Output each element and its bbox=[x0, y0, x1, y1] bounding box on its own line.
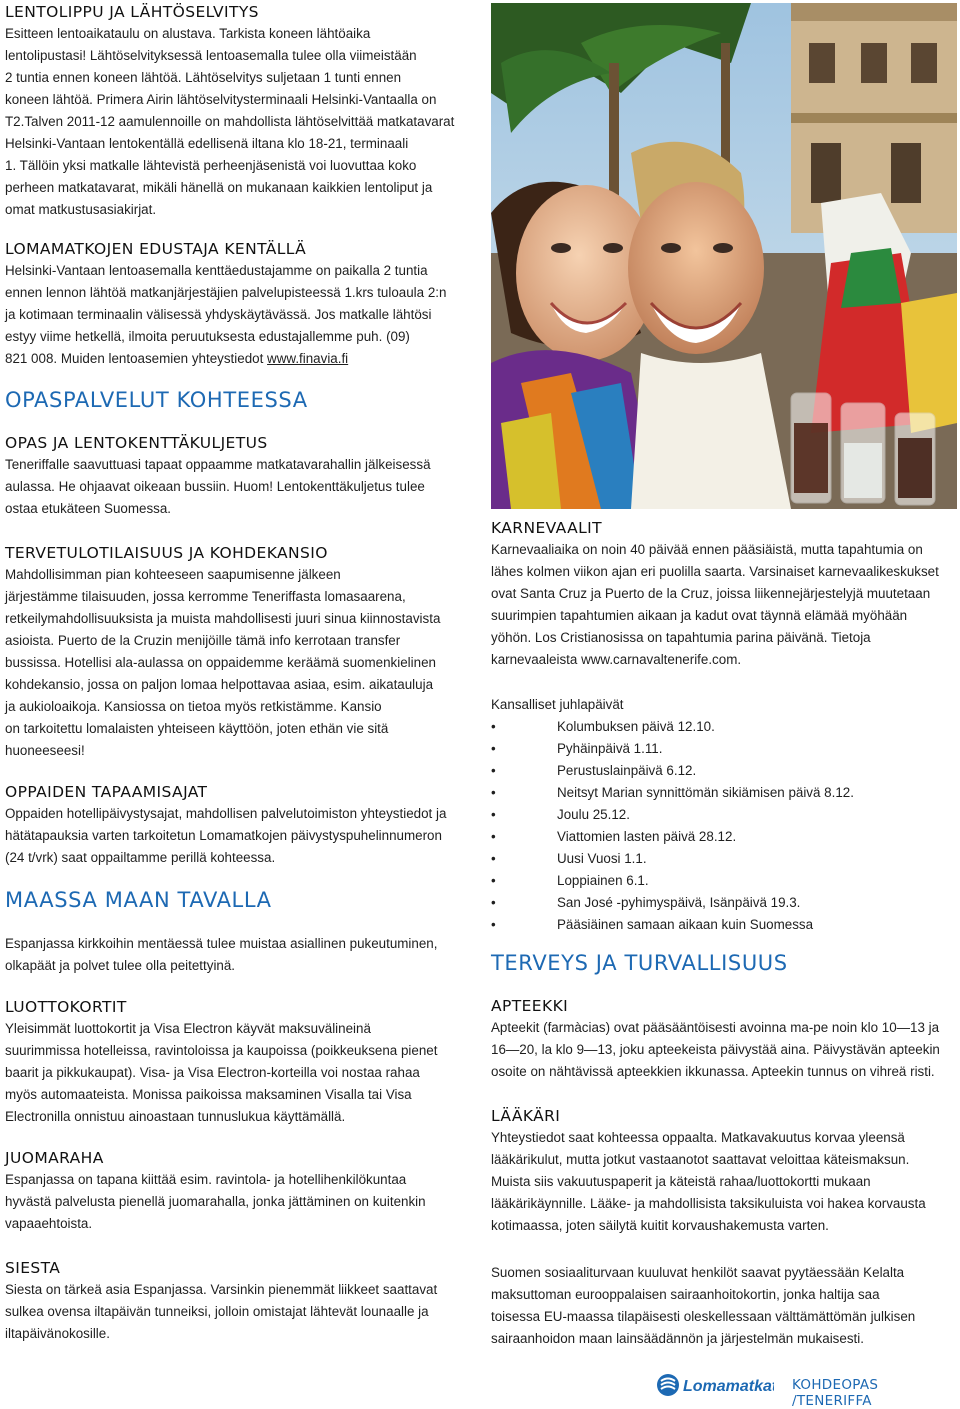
holiday-label: Joulu 25.12. bbox=[557, 807, 630, 822]
body-siesta: Siesta on tärkeä asia Espanjassa. Varsinkin pienemmät liikkeet saattavat sulkea ovensa iltapäivän tunneiksi, jolloin omistajat lähtevät lounaalle ja iltapäivänokosille. bbox=[5, 1282, 438, 1341]
holiday-item bbox=[491, 892, 957, 914]
holiday-item bbox=[491, 760, 957, 782]
body-edustaja bbox=[5, 260, 481, 370]
bullet-icon: • bbox=[491, 873, 496, 888]
body-tapaamisajat: Oppaiden hotellipäivystysajat, mahdollisen palvelutoimiston yhteystiedot ja hätätapauksia varten tarkoitetun Lomamatkojen päivystyspuhelinnumeron (24 t/vrk) saat oppailtamme perillä kohteessa. bbox=[5, 806, 447, 865]
body-sosiaaliturva: Suomen sosiaaliturvaan kuuluvat henkilöt saavat pyytäessään Kelalta maksuttoman eurooppalaisen sairaanhoitokortin, jonka haltija saa toisessa EU-maassa tilapäisesti oleskellessaan välttämättömän julkisen sairaanhoidon maan lainsäädännön ja järjestelmän mukaisesti. bbox=[491, 1265, 916, 1346]
holiday-item bbox=[491, 914, 957, 936]
body-laakari: Yhteystiedot saat kohteessa oppaalta. Matkavakuutus korvaa yleensä lääkärikulut, mutta jotkut vastaanotot saattavat veloittaa käteismaksun. Muista siis vakuutuspaperit ja käteistä rahaa/luottokortti mukaan lääkärikäynnille. Lääke- ja mahdollisista taksikuluista voi hakea korvausta kotimaassa, joten säilytä kuitit korvaushakemusta varten. bbox=[491, 1130, 926, 1233]
holiday-item bbox=[491, 716, 957, 738]
section-edustaja bbox=[5, 239, 481, 370]
heading-juomaraha: JUOMARAHA bbox=[5, 1149, 104, 1167]
holiday-list bbox=[491, 716, 957, 936]
section-karnevaalit bbox=[491, 518, 957, 671]
logo-text: Lomamatkat bbox=[683, 1378, 774, 1395]
section-maassa-body bbox=[5, 933, 481, 977]
body-edustaja-text: Helsinki-Vantaan lentoasemalla kenttäedustajamme on paikalla 2 tuntia ennen lennon lähtöä matkanjärjestäjien palvelupisteessä 1.krs tuloaula 2:n ja kotimaan terminaalin välisessä yhdyskäytävässä. Jos matkalle lähtösi estyy viime hetkellä, ilmoita peruutuksesta edustajallemme puh. (09) 821 008. Muiden lentoasemien yhteystiedot bbox=[5, 263, 447, 366]
carnival-photo bbox=[491, 3, 957, 509]
holiday-label: Kolumbuksen päivä 12.10. bbox=[557, 719, 715, 734]
holiday-item bbox=[491, 804, 957, 826]
body-juomaraha: Espanjassa on tapana kiittää esim. ravintola- ja hotellihenkilökuntaa hyvästä palvelusta pienellä juomarahalla, jonka jättäminen on kuitenkin vapaaehtoista. bbox=[5, 1172, 426, 1231]
holiday-item bbox=[491, 870, 957, 892]
holiday-label: Neitsyt Marian synnittömän sikiämisen päivä 8.12. bbox=[557, 785, 854, 800]
heading-tapaamisajat: OPPAIDEN TAPAAMISAJAT bbox=[5, 783, 208, 801]
title-opaspalvelut: OPASPALVELUT KOHTEESSA bbox=[5, 388, 308, 412]
heading-karnevaalit: KARNEVAALIT bbox=[491, 519, 602, 537]
bullet-icon: • bbox=[491, 895, 496, 910]
section-maassa bbox=[5, 886, 481, 914]
body-luottokortit: Yleisimmät luottokortit ja Visa Electron käyvät maksuvälineinä suurimmissa hotelleissa, ravintoloissa ja kaupoissa (poikkeuksena pienet baarit ja pikkukaupat). Visa- ja Visa Electron-korteilla voi nostaa rahaa myös automaateista. Monissa paikoissa maksaminen Visalla tai Visa Electronilla onnistuu ainoastaan tunnuslukua käyttämällä. bbox=[5, 1021, 438, 1124]
section-sosiaaliturva bbox=[491, 1262, 957, 1350]
bullet-icon: • bbox=[491, 741, 496, 756]
holiday-label: Pyhäinpäivä 1.11. bbox=[557, 741, 663, 756]
body-maassa: Espanjassa kirkkoihin mentäessä tulee muistaa asiallinen pukeutuminen, olkapäät ja polvet tulee olla peitettyinä. bbox=[5, 936, 438, 973]
section-opaspalvelut bbox=[5, 386, 481, 414]
heading-lentolippu: LENTOLIPPU JA LÄHTÖSELVITYS bbox=[5, 3, 259, 21]
holiday-item bbox=[491, 848, 957, 870]
holiday-label: Uusi Vuosi 1.1. bbox=[557, 851, 647, 866]
holiday-item bbox=[491, 826, 957, 848]
section-juhlapaivat bbox=[491, 694, 957, 936]
heading-siesta: SIESTA bbox=[5, 1259, 61, 1277]
bullet-icon: • bbox=[491, 763, 496, 778]
holiday-item bbox=[491, 738, 957, 760]
section-apteekki bbox=[491, 996, 957, 1083]
holiday-label: San José -pyhimyspäivä, Isänpäivä 19.3. bbox=[557, 895, 801, 910]
heading-laakari: LÄÄKÄRI bbox=[491, 1107, 561, 1125]
body-apteekki: Apteekit (farmàcias) ovat pääsääntöisesti avoinna ma-pe noin klo 10—13 ja 16—20, la klo 9—13, joku apteekeista päivystää aina. Päivystävän apteekin osoite on nähtävissä apteekkien ikkunassa. Apteekin tunnus on vihreä risti. bbox=[491, 1020, 940, 1079]
heading-edustaja: LOMAMATKOJEN EDUSTAJA KENTÄLLÄ bbox=[5, 240, 307, 258]
heading-opas: OPAS JA LENTOKENTTÄKULJETUS bbox=[5, 434, 268, 452]
body-opas: Teneriffalle saavuttuasi tapaat oppaamme matkatavarahallin jälkeisessä aulassa. He ohjaavat oikeaan bussiin. Huom! Lentokenttäkuljetus tulee ostaa etukäteen Suomessa. bbox=[5, 457, 431, 516]
footer-guide-label: KOHDEOPAS /TENERIFFA bbox=[792, 1377, 879, 1409]
bullet-icon: • bbox=[491, 807, 496, 822]
bullet-icon: • bbox=[491, 917, 496, 932]
section-siesta bbox=[5, 1258, 481, 1345]
section-opas bbox=[5, 433, 481, 520]
section-juomaraha bbox=[5, 1148, 481, 1235]
holiday-label: Loppiainen 6.1. bbox=[557, 873, 649, 888]
holiday-label: Pääsiäinen samaan aikaan kuin Suomessa bbox=[557, 917, 814, 932]
bullet-icon: • bbox=[491, 785, 496, 800]
carnival-photo-illustration bbox=[491, 3, 957, 509]
heading-luottokortit: LUOTTOKORTIT bbox=[5, 998, 127, 1016]
holiday-label: Viattomien lasten päivä 28.12. bbox=[557, 829, 737, 844]
title-terveys: TERVEYS JA TURVALLISUUS bbox=[491, 951, 788, 975]
section-tervetulo bbox=[5, 543, 481, 762]
lomamatkat-logo bbox=[656, 1372, 774, 1398]
heading-tervetulo: TERVETULOTILAISUUS JA KOHDEKANSIO bbox=[5, 544, 328, 562]
body-tervetulo: Mahdollisimman pian kohteeseen saapumisenne jälkeen järjestämme tilaisuuden, jossa kerromme Teneriffasta lomasaarena, retkeilymahdollisuuksista ja muista mahdollisesti juuri sinua kiinnostavista asioista. Puerto de la Cruzin menijöille tämä info kerrotaan transfer bussissa. Hotellisi ala-aulassa on oppaidemme keräämä suomenkielinen kohdekansio, jossa on paljon lomaa helpottavaa asiaa, esim. aikatauluja ja aukioloaikoja. Kansiossa on tietoa myös retkistämme. Kansio on tarkoitettu lomalaisten yhteiseen käyttöön, joten ethän vie sitä huoneeseesi! bbox=[5, 567, 441, 758]
bullet-icon: • bbox=[491, 851, 496, 866]
bullet-icon: • bbox=[491, 719, 496, 734]
title-maassa: MAASSA MAAN TAVALLA bbox=[5, 888, 272, 912]
body-lentolippu: Esitteen lentoaikataulu on alustava. Tarkista koneen lähtöaika lentolipustasi! Lähtöselvityksessä lentoasemalla tulee olla viimeistään 2 tuntia ennen koneen lähtöä. Lähtöselvitys suljetaan 1 tunti ennen koneen lähtöä. Primera Airin lähtöselvitysterminaali Helsinki-Vantaalla on T2.Talven 2011-12 aamulennoille on mahdollista lähtöselvittää matkatavarat Helsinki-Vantaan lentokentällä edellisenä iltana klo 18-21, terminaali 1. Tällöin yksi matkalle lähtevistä perheenjäsenistä voi luovuttaa koko perheen matkatavarat, mikäli hänellä on mukanaan kaikkien lentoliput ja omat matkustusasiakirjat. bbox=[5, 26, 455, 217]
section-luottokortit bbox=[5, 997, 481, 1128]
body-karnevaalit: Karnevaaliaika on noin 40 päivää ennen pääsiäistä, mutta tapahtumia on lähes kolmen viikon ajan eri puolilla saarta. Varsinaiset karnevaalikeskukset ovat Santa Cruz ja Puerto de la Cruz, joissa liikennejärjestelyjä muutetaan suurimpien tapahtumien aikaan ja kadut ovat täynnä elämää myöhään yöhön. Los Cristianosissa on tapahtumia parina päivänä. Tietoja karnevaaleista www.carnavaltenerife.com. bbox=[491, 542, 939, 667]
heading-apteekki: APTEEKKI bbox=[491, 997, 569, 1015]
section-lentolippu bbox=[5, 2, 481, 221]
heading-juhlapaivat: Kansalliset juhlapäivät bbox=[491, 697, 624, 712]
finavia-link[interactable]: www.finavia.fi bbox=[267, 351, 349, 366]
section-terveys bbox=[491, 949, 957, 977]
bullet-icon: • bbox=[491, 829, 496, 844]
holiday-label: Perustuslainpäivä 6.12. bbox=[557, 763, 697, 778]
section-tapaamisajat bbox=[5, 782, 481, 869]
holiday-item bbox=[491, 782, 957, 804]
section-laakari bbox=[491, 1106, 957, 1237]
